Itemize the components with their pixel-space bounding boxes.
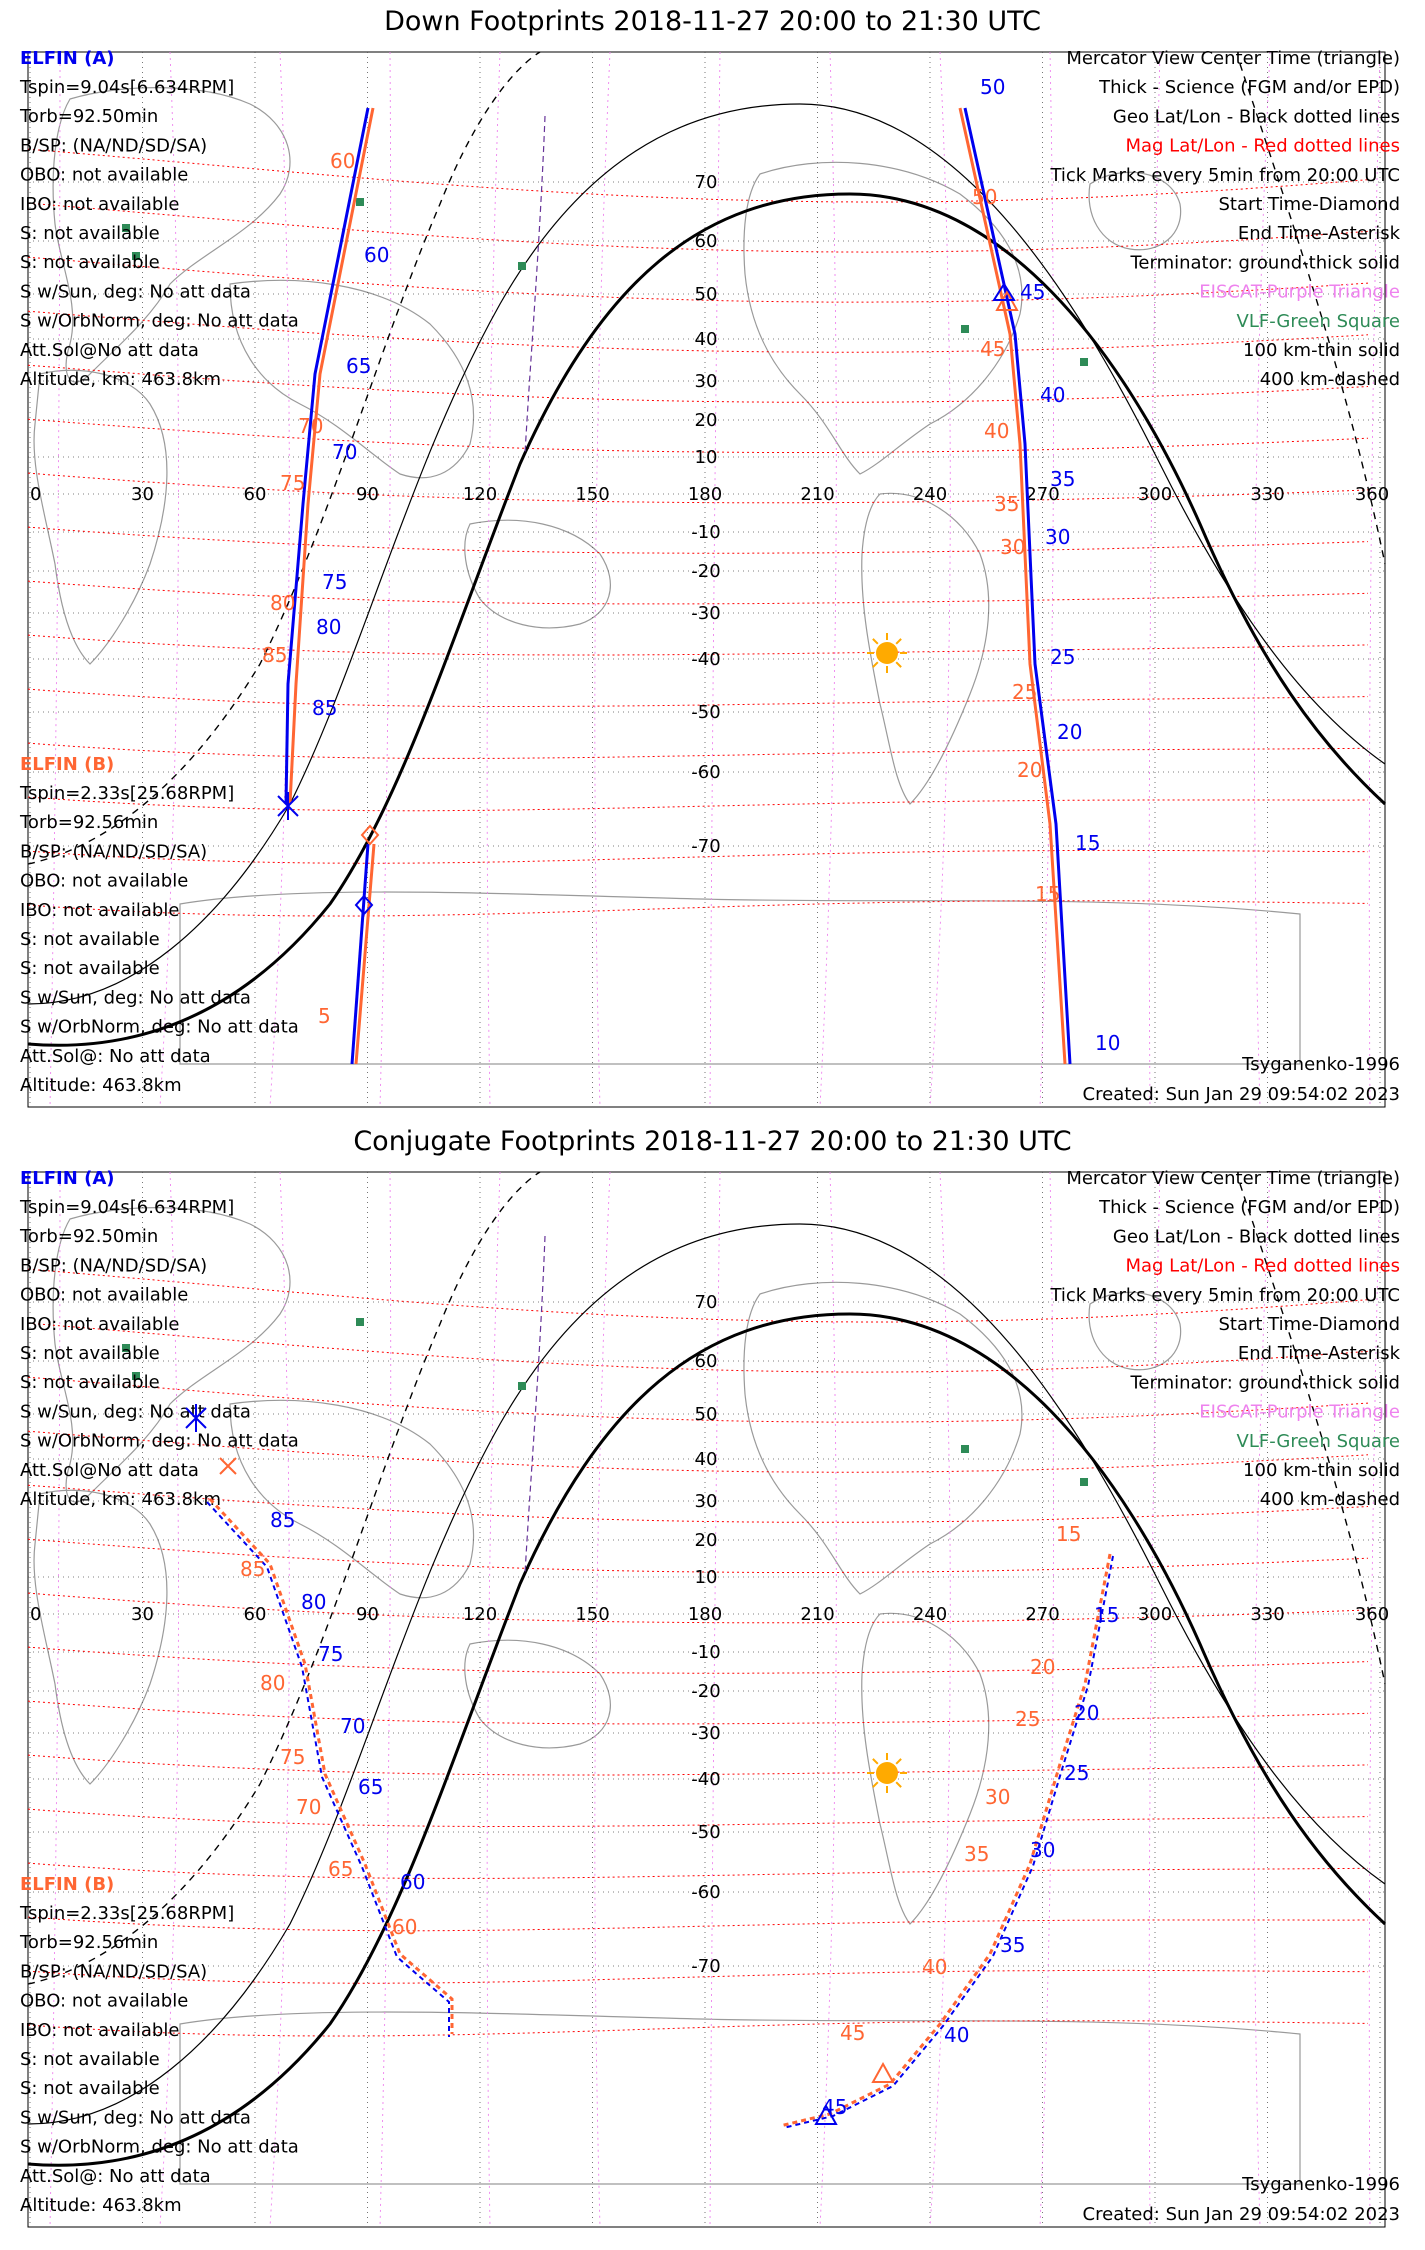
lat-tick-label: -50 — [691, 1822, 721, 1843]
track-time-label: 70 — [298, 414, 324, 438]
lon-tick-label: 270 — [1025, 484, 1060, 505]
elfin-b-info-line: Altitude: 463.8km — [20, 1075, 182, 1096]
elfin-a-info-line: S w/Sun, deg: No att data — [20, 281, 251, 303]
elfin-a-info-line: S: not available — [20, 1372, 160, 1394]
elfin-b-info-line: S: not available — [20, 958, 160, 980]
track-time-label: 40 — [922, 1955, 948, 1979]
elfin-b-info-line: Torb=92.56min — [20, 812, 159, 834]
lat-tick-label: 70 — [694, 172, 718, 193]
elfin-b-info-line: S w/Sun, deg: No att data — [20, 987, 251, 1009]
elfin-a-info-line: OBO: not available — [20, 1284, 189, 1306]
vlf-green-square — [356, 1318, 364, 1326]
conjugate-footprints-panel — [0, 1120, 1425, 2235]
track-time-label: 85 — [270, 1508, 296, 1532]
legend-entry: Tick Marks every 5min from 20:00 UTC — [1050, 164, 1400, 186]
track-time-label: 85 — [240, 1557, 266, 1581]
lat-tick-label: 60 — [694, 1351, 718, 1372]
track-time-label: 85 — [312, 696, 338, 720]
lat-tick-label: -60 — [691, 762, 721, 783]
model-label: Tsyganenko-1996 — [1242, 2174, 1400, 2195]
legend-entry: Terminator: ground-thick solid — [1130, 1372, 1400, 1394]
sun-disc — [876, 1762, 898, 1784]
lon-tick-label: 120 — [462, 484, 498, 505]
legend-entry: 100 km-thin solid — [1243, 1460, 1400, 1481]
panel-title: Down Footprints 2018-11-27 20:00 to 21:30 UTC — [384, 6, 1041, 37]
lon-tick-label: 0 — [30, 1604, 42, 1625]
track-time-label: 65 — [328, 1857, 354, 1881]
lat-tick-label: -10 — [691, 1642, 721, 1663]
lat-tick-label: 70 — [694, 1292, 718, 1313]
lat-tick-label: 40 — [694, 1449, 718, 1470]
track-time-label: 45 — [1020, 280, 1046, 304]
panel-title: Conjugate Footprints 2018-11-27 20:00 to 21:30 UTC — [353, 1126, 1072, 1157]
sun-icon — [867, 1753, 907, 1793]
elfin-b-info-line: Att.Sol@: No att data — [20, 1045, 211, 1067]
elfin-a-info-line: Altitude, km: 463.8km — [20, 369, 222, 390]
elfin-a-info-line: S: not available — [20, 252, 160, 274]
lon-tick-label: 90 — [356, 1604, 379, 1625]
lat-tick-label: 20 — [694, 1530, 718, 1551]
legend-entry: Start Time-Diamond — [1218, 194, 1400, 215]
lat-tick-label: -10 — [691, 522, 721, 543]
lat-tick-label: 40 — [694, 329, 718, 350]
elfin-b-info-line: S w/OrbNorm, deg: No att data — [20, 2136, 299, 2158]
elfin-b-info-line: Tspin=2.33s[25.68RPM] — [20, 783, 235, 804]
lat-tick-label: -50 — [691, 702, 721, 723]
elfin-a-info-line: Torb=92.50min — [20, 106, 159, 128]
elfin-a-info-line: S w/OrbNorm, deg: No att data — [20, 1430, 299, 1452]
elfin-a-info-line: Att.Sol@No att data — [20, 339, 199, 361]
legend-entry: End Time-Asterisk — [1237, 223, 1400, 245]
elfin-a-info-line: Torb=92.50min — [20, 1226, 159, 1248]
track-time-label: 60 — [330, 149, 356, 173]
lon-tick-label: 330 — [1250, 1604, 1285, 1625]
track-time-label: 80 — [301, 1590, 327, 1614]
track-time-label: 50 — [980, 75, 1006, 99]
elfin-b-info-line: S w/OrbNorm, deg: No att data — [20, 1016, 299, 1038]
elfin-a-info-line: IBO: not available — [20, 1313, 180, 1335]
lon-tick-label: 180 — [687, 484, 723, 505]
lon-tick-label: 150 — [575, 484, 610, 505]
elfin-b-info-line: OBO: not available — [20, 870, 189, 892]
elfin-a-info-line: B/SP: (NA/ND/SD/SA) — [20, 1255, 208, 1277]
lon-tick-label: 360 — [1354, 484, 1390, 505]
elfin-b-info-line: S: not available — [20, 2049, 160, 2070]
elfin-b-info-line: Att.Sol@: No att data — [20, 2165, 211, 2187]
legend-entry: 400 km-dashed — [1259, 1489, 1400, 1511]
lon-tick-label: 120 — [462, 1604, 498, 1625]
elfin-a-info-line: B/SP: (NA/ND/SD/SA) — [20, 135, 208, 157]
legend-entry: VLF-Green Square — [1236, 310, 1400, 332]
track-time-label: 80 — [270, 591, 296, 615]
track-time-label: 75 — [322, 570, 348, 594]
track-time-label: 40 — [944, 2023, 970, 2047]
legend-entry: Mercator View Center Time (triangle) — [1066, 48, 1400, 69]
track-time-label: 35 — [1000, 1933, 1026, 1957]
track-time-label: 15 — [1056, 1522, 1082, 1546]
vlf-green-square — [518, 262, 526, 270]
track-time-label: 60 — [392, 1915, 418, 1939]
elfin-b-info-line: S: not available — [20, 2078, 160, 2100]
elfin-a-info-line: S: not available — [20, 1343, 160, 1364]
legend-entry: End Time-Asterisk — [1237, 1343, 1400, 1365]
elfin-b-info-line: Tspin=2.33s[25.68RPM] — [20, 1903, 235, 1924]
track-time-label: 15 — [1094, 1603, 1120, 1627]
vlf-green-square — [1080, 1478, 1088, 1486]
lon-tick-label: 270 — [1025, 1604, 1060, 1625]
lon-tick-label: 240 — [912, 484, 948, 505]
lat-tick-label: -70 — [691, 1956, 721, 1977]
footprint-map — [0, 44, 1425, 1115]
legend-entry: Mag Lat/Lon - Red dotted lines — [1125, 1255, 1400, 1277]
vlf-green-square — [518, 1382, 526, 1390]
lat-tick-label: -30 — [691, 1723, 721, 1744]
track-time-label: 10 — [1095, 1031, 1121, 1055]
legend-entry: Mercator View Center Time (triangle) — [1066, 1168, 1400, 1189]
elfin-b-info-line: IBO: not available — [20, 2019, 180, 2041]
track-time-label: 45 — [822, 2095, 848, 2119]
track-time-label: 25 — [1064, 1761, 1090, 1785]
created-timestamp: Created: Sun Jan 29 09:54:02 2023 — [1082, 2204, 1400, 2225]
lat-tick-label: 50 — [694, 284, 718, 305]
model-label: Tsyganenko-1996 — [1242, 1054, 1400, 1075]
track-time-label: 85 — [262, 643, 288, 667]
legend-entry: Start Time-Diamond — [1218, 1314, 1400, 1335]
elfin-b-info-line: S: not available — [20, 929, 160, 950]
elfin-b-name: ELFIN (B) — [20, 754, 115, 775]
track-time-label: 15 — [1035, 882, 1061, 906]
track-time-label: 40 — [1040, 383, 1066, 407]
elfin-a-info-line: Tspin=9.04s[6.634RPM] — [20, 1197, 235, 1218]
elfin-a-info-line: Altitude, km: 463.8km — [20, 1489, 222, 1510]
track-time-label: 35 — [994, 492, 1020, 516]
legend-entry: Mag Lat/Lon - Red dotted lines — [1125, 135, 1400, 157]
track-time-label: 65 — [358, 1775, 384, 1799]
legend-entry: 100 km-thin solid — [1243, 340, 1400, 361]
elfin-a-name: ELFIN (A) — [20, 1168, 115, 1189]
elfin-a-name: ELFIN (A) — [20, 48, 115, 69]
elfin-b-info-line: S w/Sun, deg: No att data — [20, 2107, 251, 2129]
vlf-green-square — [1080, 358, 1088, 366]
lat-tick-label: 10 — [694, 1567, 718, 1588]
lat-tick-label: -20 — [691, 561, 721, 582]
lon-tick-label: 330 — [1250, 484, 1285, 505]
lon-tick-label: 90 — [356, 484, 379, 505]
lat-tick-label: -20 — [691, 1681, 721, 1702]
lat-tick-label: -30 — [691, 603, 721, 624]
lat-tick-label: 10 — [694, 447, 718, 468]
track-time-label: 20 — [1017, 758, 1043, 782]
track-time-label: 70 — [332, 440, 358, 464]
lon-tick-label: 360 — [1354, 1604, 1390, 1625]
legend-entry: VLF-Green Square — [1236, 1430, 1400, 1452]
lon-tick-label: 180 — [687, 1604, 723, 1625]
lat-tick-label: 30 — [694, 1491, 718, 1512]
track-time-label: 75 — [318, 1642, 344, 1666]
lon-tick-label: 60 — [243, 484, 267, 505]
elfin-b-info-line: OBO: not available — [20, 1990, 189, 2012]
legend-entry: Geo Lat/Lon - Black dotted lines — [1112, 106, 1400, 128]
lon-tick-label: 30 — [131, 484, 154, 505]
track-time-label: 70 — [340, 1714, 366, 1738]
legend-entry: Thick - Science (FGM and/or EPD) — [1099, 77, 1400, 99]
elfin-a-info-line: S w/OrbNorm, deg: No att data — [20, 310, 299, 332]
track-time-label: 45 — [840, 2021, 866, 2045]
track-time-label: 75 — [280, 1745, 306, 1769]
elfin-b-info-line: Altitude: 463.8km — [20, 2195, 182, 2216]
track-time-label: 40 — [984, 419, 1010, 443]
track-time-label: 60 — [400, 1870, 426, 1894]
elfin-a-info-line: S: not available — [20, 223, 160, 244]
track-time-label: 70 — [296, 1795, 322, 1819]
lon-tick-label: 150 — [575, 1604, 610, 1625]
track-time-label: 25 — [1012, 680, 1038, 704]
vlf-green-square — [356, 198, 364, 206]
sun-disc — [876, 642, 898, 664]
track-time-label: 30 — [1030, 1838, 1056, 1862]
track-time-label: 35 — [1050, 467, 1076, 491]
lat-tick-label: 60 — [694, 231, 718, 252]
elfin-a-info-line: OBO: not available — [20, 164, 189, 186]
lon-tick-label: 300 — [1137, 1604, 1173, 1625]
lat-tick-label: 20 — [694, 410, 718, 431]
lon-tick-label: 240 — [912, 1604, 948, 1625]
vlf-green-square — [961, 325, 969, 333]
track-time-label: 20 — [1057, 720, 1083, 744]
vlf-green-square — [961, 1445, 969, 1453]
track-time-label: 80 — [316, 615, 342, 639]
lat-tick-label: 30 — [694, 371, 718, 392]
elfin-a-info-line: IBO: not available — [20, 193, 180, 215]
track-time-label: 80 — [260, 1671, 286, 1695]
track-time-label: 30 — [1045, 525, 1071, 549]
legend-entry: EISCAT-Purple Triangle — [1199, 1401, 1400, 1423]
track-time-label: 65 — [346, 354, 372, 378]
elfin-b-info-line: B/SP: (NA/ND/SD/SA) — [20, 1961, 208, 1983]
lat-tick-label: -60 — [691, 1882, 721, 1903]
elfin-a-info-line: Att.Sol@No att data — [20, 1459, 199, 1481]
track-time-label: 20 — [1074, 1701, 1100, 1725]
track-time-label: 15 — [1075, 831, 1101, 855]
elfin-b-name: ELFIN (B) — [20, 1874, 115, 1895]
legend-entry: Thick - Science (FGM and/or EPD) — [1099, 1197, 1400, 1219]
elfin-b-info-line: IBO: not available — [20, 899, 180, 921]
elfin-b-info-line: B/SP: (NA/ND/SD/SA) — [20, 841, 208, 863]
track-time-label: 35 — [964, 1842, 990, 1866]
sun-icon — [867, 633, 907, 673]
track-time-label: 75 — [280, 471, 306, 495]
lon-tick-label: 30 — [131, 1604, 154, 1625]
track-time-label: 60 — [364, 243, 390, 267]
legend-entry: Geo Lat/Lon - Black dotted lines — [1112, 1226, 1400, 1248]
legend-entry: Tick Marks every 5min from 20:00 UTC — [1050, 1284, 1400, 1306]
track-time-label: 25 — [1050, 645, 1076, 669]
elfin-a-info-line: Tspin=9.04s[6.634RPM] — [20, 77, 235, 98]
elfin-b-info-line: Torb=92.56min — [20, 1932, 159, 1954]
down-footprints-panel — [0, 0, 1425, 1115]
track-time-label: 5 — [318, 1004, 331, 1028]
lat-tick-label: -40 — [691, 1769, 721, 1790]
track-time-label: 30 — [1000, 535, 1026, 559]
lon-tick-label: 210 — [800, 1604, 835, 1625]
track-time-label: 30 — [985, 1785, 1011, 1809]
lon-tick-label: 60 — [243, 1604, 267, 1625]
lon-tick-label: 300 — [1137, 484, 1173, 505]
created-timestamp: Created: Sun Jan 29 09:54:02 2023 — [1082, 1084, 1400, 1105]
footprint-map — [0, 1164, 1425, 2235]
legend-entry: Terminator: ground-thick solid — [1130, 252, 1400, 274]
elfin-a-info-line: S w/Sun, deg: No att data — [20, 1401, 251, 1423]
track-time-label: 45 — [980, 337, 1006, 361]
lon-tick-label: 210 — [800, 484, 835, 505]
lon-tick-label: 0 — [30, 484, 42, 505]
lat-tick-label: 50 — [694, 1404, 718, 1425]
track-time-label: 25 — [1015, 1707, 1041, 1731]
track-time-label: 50 — [972, 185, 998, 209]
legend-entry: 400 km-dashed — [1259, 369, 1400, 391]
lat-tick-label: -40 — [691, 649, 721, 670]
legend-entry: EISCAT-Purple Triangle — [1199, 281, 1400, 303]
lat-tick-label: -70 — [691, 836, 721, 857]
track-time-label: 20 — [1030, 1655, 1056, 1679]
